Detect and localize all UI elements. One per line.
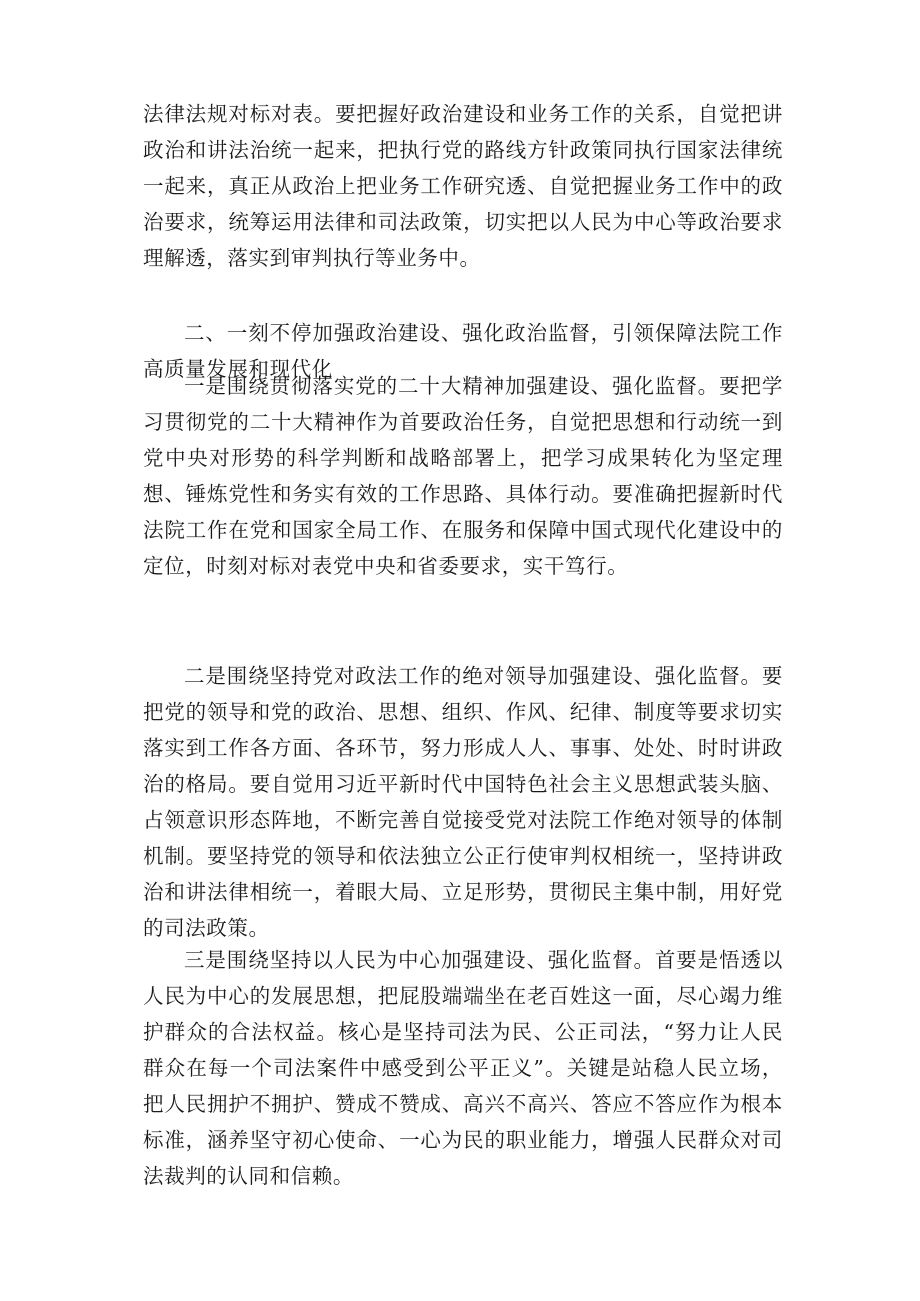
section-heading-text: 二、一刻不停加强政治建设、强化政治监督，引领保障法院工作高质量发展和现代化	[143, 321, 783, 381]
paragraph-text: 法律法规对标对表。要把握好政治建设和业务工作的关系，自觉把讲政治和讲法治统一起来，把执行党的路线方针政策同执行国家法律统一起来，真正从政治上把业务工作研究透、自觉把握业务工作中的政治要求，统筹运用法律和司法政策，切实把以人民为中心等政治要求理解透，落实到审判执行等业务中。	[143, 102, 783, 270]
paragraph-point-three	[143, 942, 783, 1194]
paragraph-continuation	[143, 96, 783, 276]
paragraph-text: 三是围绕坚持以人民为中心加强建设、强化监督。首要是悟透以人民为中心的发展思想，把屁股端端坐在老百姓这一面，尽心竭力维护群众的合法权益。核心是坚持司法为民、公正司法，“努力让人民群众在每一个司法案件中感受到公平正义”。关键是站稳人民立场，把人民拥护不拥护、赞成不赞成、高兴不高兴、答应不答应作为根本标准，涵养坚守初心使命、一心为民的职业能力，增强人民群众对司法裁判的认同和信赖。	[143, 948, 783, 1188]
paragraph-text: 二是围绕坚持党对政法工作的绝对领导加强建设、强化监督。要把党的领导和党的政治、思想、组织、作风、纪律、制度等要求切实落实到工作各方面、各环节，努力形成人人、事事、处处、时时讲政治的格局。要自觉用习近平新时代中国特色社会主义思想武装头脑、占领意识形态阵地，不断完善自觉接受党对法院工作绝对领导的体制机制。要坚持党的领导和依法独立公正行使审判权相统一，坚持讲政治和讲法律相统一，着眼大局、立足形势，贯彻民主集中制，用好党的司法政策。	[143, 664, 783, 940]
paragraph-point-two	[143, 658, 783, 946]
paragraph-point-one	[143, 368, 783, 584]
paragraph-text: 一是围绕贯彻落实党的二十大精神加强建设、强化监督。要把学习贯彻党的二十大精神作为首要政治任务，自觉把思想和行动统一到党中央对形势的科学判断和战略部署上，把学习成果转化为坚定理想、锤炼党性和务实有效的工作思路、具体行动。要准确把握新时代法院工作在党和国家全局工作、在服务和保障中国式现代化建设中的定位，时刻对标对表党中央和省委要求，实干笃行。	[143, 374, 783, 578]
